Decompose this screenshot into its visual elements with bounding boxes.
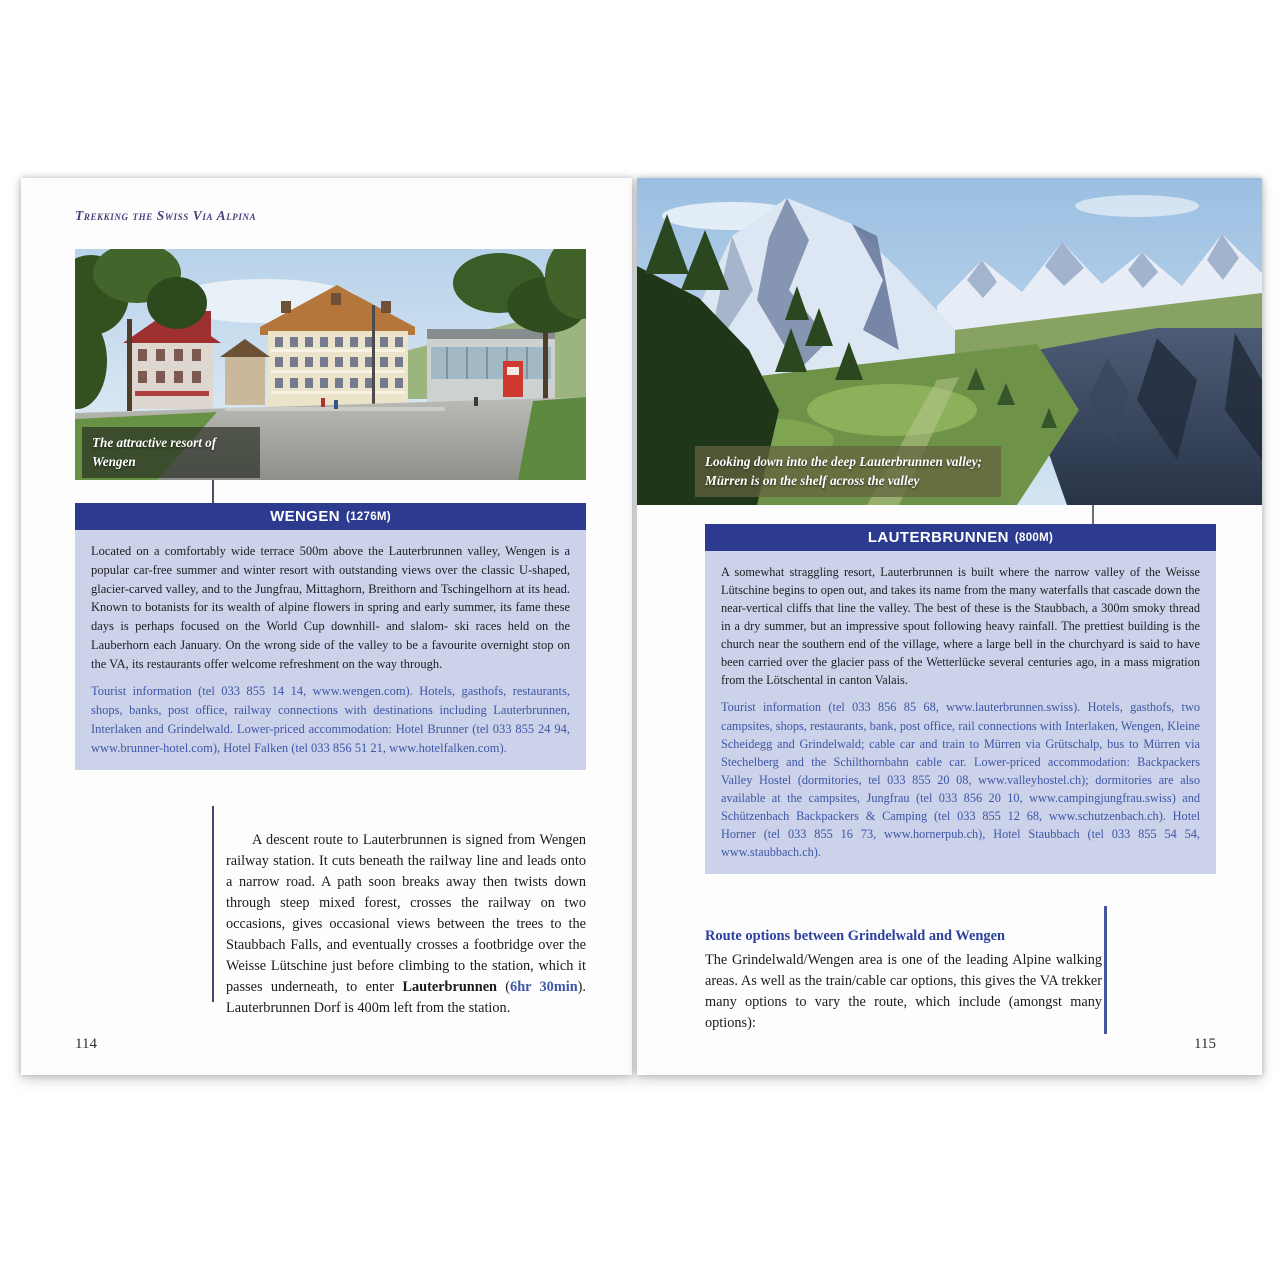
route-margin-line [212,806,214,1002]
wengen-photo [75,249,586,480]
page-number-right: 115 [1194,1036,1216,1052]
walk-time: 6hr 30min [510,979,578,996]
wengen-tourist-info: Tourist information (tel 033 855 14 14, www.wengen.com). Hotels, gasthofs, restaurants, shops, banks, post office, railway connections with destinations including Lauterbrunnen, Interlaken and Grindelwald. Lower-priced accommodation: Hotel Brunner (tel 033 855 24 94, www.brunner-hotel.com), Hotel Falken (tel 033 856 51 21, www.hotelfalken.com). [91,684,570,755]
descent-route-paragraph [226,830,586,1019]
route-connector-line [212,480,214,503]
section-title: LAUTERBRUNNEN [867,529,1009,546]
route-margin-line [1104,906,1107,1034]
lauterbrunnen-section-header [705,524,1216,551]
wengen-description: Located on a comfortably wide terrace 500m above the Lauterbrunnen valley, Wengen is a popular car-free summer and winter resort with outstanding views over the classic U-shaped, glacier-carved valley, and to the Jungfrau, Mittaghorn, Breithorn and Tschingelhorn at its head. Known to botanists for its wealth of alpine flowers in spring and early summer, its fame these days is perhaps focused on the World Cup downhill- and slalom- ski races held on the Lauberhorn each January. On the wrong side of the valley to be a favourite overnight stop on the VA, its restaurants offer welcome refreshment on the way through. [91,544,570,671]
page-number-left: 114 [75,1036,97,1052]
paren: ). [577,979,586,996]
body-text: Lauterbrunnen Dorf is 400m left from the station. [226,1000,511,1017]
lauterbrunnen-photo [637,178,1262,505]
lauterbrunnen-photo-caption: Looking down into the deep Lauterbrunnen valley; Mürren is on the shelf across the valley [695,446,1001,497]
page-left [21,178,632,1075]
wengen-photo-caption: The attractive resort of Wengen [82,427,260,478]
page-right [637,178,1262,1075]
wengen-section-header [75,503,586,530]
route-options-heading: Route options between Grindelwald and Wengen [705,928,1005,944]
route-connector-line [1092,505,1094,524]
paren: ( [497,979,511,996]
destination-name: Lauterbrunnen [402,979,497,996]
route-options-paragraph: The Grindelwald/Wengen area is one of the leading Alpine walking areas. As well as the train/cable car options, this gives the VA trekker many options to vary the route, which include (amongst many options): [705,952,1102,1032]
lauterbrunnen-info-box [705,551,1216,874]
running-header: Trekking the Swiss Via Alpina [75,208,257,223]
body-text: A descent route to Lauterbrunnen is signed from Wengen railway station. It cuts beneath the railway line and leads onto a narrow road. A path soon breaks away then twists down through steep mixed forest, crosses the railway on two occasions, gives occasional views between the trees to the Staubbach Falls, and eventually crosses a footbridge over the Weisse Lütschine just before climbing to the station, which it passes underneath, to enter [226,832,586,996]
wengen-info-box [75,530,586,770]
section-title: WENGEN [270,508,340,525]
lauterbrunnen-tourist-info: Tourist information (tel 033 856 85 68, www.lauterbrunnen.swiss). Hotels, gasthofs, two campsites, shops, restaurants, bank, post office, rail connections with Interlaken, Wengen, Kleine Scheidegg and Grindelwald; cable car and train to Mürren via Grütschalp, bus to Mürren via Stechelberg and the Schilthornbahn cable car. Lower-priced accommodation: Backpackers Valley Hostel (dormitories, tel 033 855 20 08, www.valleyhostel.ch); dormitories are also available at the campsites, Jungfrau (tel 033 856 20 10, www.campingjungfrau.swiss) and Schützenbach Backpackers & Camping (tel 033 855 12 68, www.schutzenbach.ch). Hotel Horner (tel 033 855 16 73, www.hornerpub.ch), Hotel Staubbach (tel 033 855 54 54, www.staubbach.ch). [721,700,1200,859]
lauterbrunnen-description: A somewhat straggling resort, Lauterbrunnen is built where the narrow valley of the Weisse Lütschine begins to open out, and takes its name from the many waterfalls that cascade down the near-vertical cliffs that line the valley. The best of these is the Staubbach, a 300m smoky thread in a dry summer, but an impressive spout following heavy rainfall. The prettiest building is the church near the southern end of the village, where a large bell in the churchyard is said to have been carried over the glacier pass of the Wetterlücke several centuries ago, in a mass migration from the Lötschental in canton Valais. [721,565,1200,688]
section-elevation: (1276M) [345,510,391,523]
section-elevation: (800M) [1014,531,1054,544]
